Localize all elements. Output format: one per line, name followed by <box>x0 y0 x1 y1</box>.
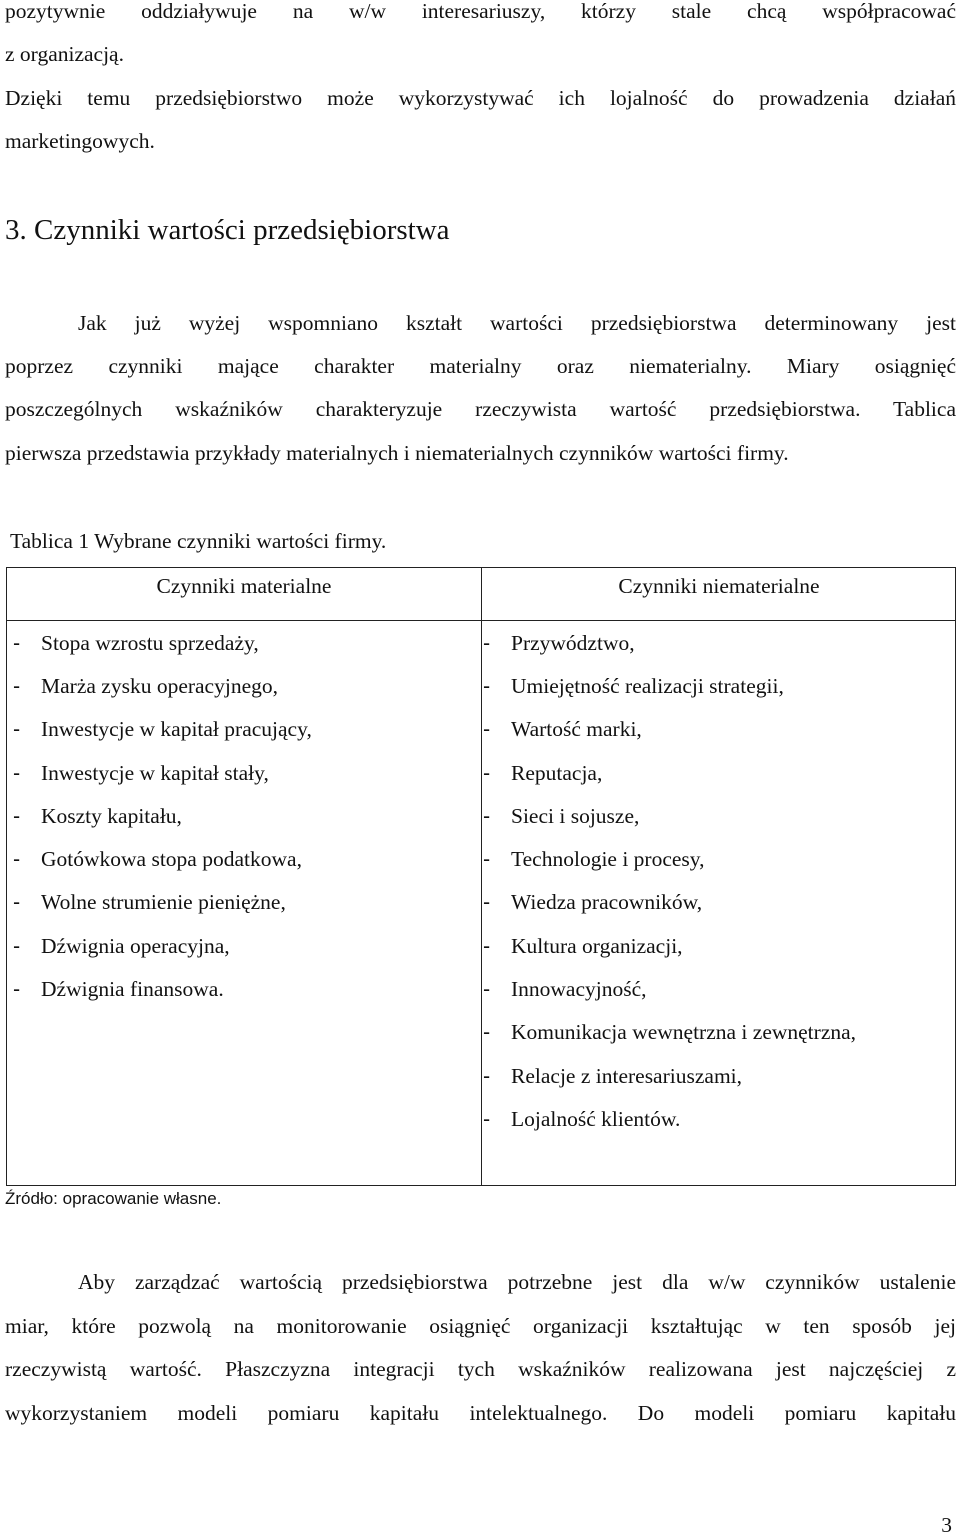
list-item-text: Wartość marki, <box>511 717 642 742</box>
section-paragraph-line-3: poszczególnych wskaźników charakteryzuje rzeczywista wartość przedsiębiorstwa. Tablica <box>5 397 956 421</box>
dash-marker: - <box>483 977 491 1002</box>
closing-line-3: rzeczywistą wartość. Płaszczyzna integracji tych wskaźników realizowana jest najczęściej z <box>5 1357 956 1381</box>
dash-marker: - <box>483 673 491 698</box>
list-item-text: Reputacja, <box>511 760 603 785</box>
list-item-text: Koszty kapitału, <box>41 803 182 828</box>
list-item <box>483 751 856 794</box>
intro-line-1: pozytywnie oddziaływuje na w/w interesariuszy, którzy stale chcą współpracować <box>5 0 956 23</box>
closing-line-2: miar, które pozwolą na monitorowanie osiągnięć organizacji kształtując w ten sposób jej <box>5 1314 956 1338</box>
dash-marker: - <box>483 933 491 958</box>
section-heading: 3. Czynniki wartości przedsiębiorstwa <box>5 214 450 246</box>
list-item-text: Marża zysku operacyjnego, <box>41 673 278 698</box>
dash-marker: - <box>13 977 21 1002</box>
immaterial-factors-list <box>483 621 856 1141</box>
list-item-text: Technologie i procesy, <box>511 847 705 872</box>
list-item <box>483 881 856 924</box>
dash-marker: - <box>483 760 491 785</box>
list-item <box>13 664 312 707</box>
list-item-text: Inwestycje w kapitał pracujący, <box>41 717 312 742</box>
list-item <box>483 708 856 751</box>
dash-marker: - <box>483 717 491 742</box>
list-item-text: Inwestycje w kapitał stały, <box>41 760 269 785</box>
closing-line-4: wykorzystaniem modeli pomiaru kapitału intelektualnego. Do modeli pomiaru kapitału <box>5 1401 956 1425</box>
dash-marker: - <box>483 1106 491 1131</box>
closing-line-1: Aby zarządzać wartością przedsiębiorstwa potrzebne jest dla w/w czynników ustalenie <box>78 1270 956 1294</box>
list-item-text: Dźwignia finansowa. <box>41 977 224 1002</box>
dash-marker: - <box>483 890 491 915</box>
list-item <box>13 751 312 794</box>
list-item-text: Innowacyjność, <box>511 977 647 1002</box>
list-item-text: Sieci i sojusze, <box>511 803 640 828</box>
section-paragraph-line-4: pierwsza przedstawia przykłady materialnych i niematerialnych czynników wartości firmy. <box>5 441 789 465</box>
list-item-text: Gotówkowa stopa podatkowa, <box>41 847 302 872</box>
dash-marker: - <box>483 847 491 872</box>
list-item-text: Wolne strumienie pieniężne, <box>41 890 286 915</box>
dash-marker: - <box>13 890 21 915</box>
dash-marker: - <box>483 1020 491 1045</box>
intro-line-3: Dzięki temu przedsiębiorstwo może wykorzystywać ich lojalność do prowadzenia działań <box>5 86 956 110</box>
list-item <box>483 621 856 664</box>
list-item <box>483 1011 856 1054</box>
list-item-text: Umiejętność realizacji strategii, <box>511 673 784 698</box>
list-item <box>13 967 312 1010</box>
dash-marker: - <box>13 717 21 742</box>
list-item <box>13 794 312 837</box>
list-item-text: Komunikacja wewnętrzna i zewnętrzna, <box>511 1020 857 1045</box>
list-item <box>13 837 312 880</box>
list-item-text: Relacje z interesariuszami, <box>511 1063 743 1088</box>
list-item <box>483 1054 856 1097</box>
dash-marker: - <box>13 673 21 698</box>
list-item <box>483 794 856 837</box>
page-number: 3 <box>941 1513 952 1537</box>
dash-marker: - <box>13 760 21 785</box>
table-caption: Tablica 1 Wybrane czynniki wartości firmy. <box>10 529 387 553</box>
dash-marker: - <box>483 630 491 655</box>
list-item <box>13 924 312 967</box>
dash-marker: - <box>483 1063 491 1088</box>
dash-marker: - <box>13 803 21 828</box>
list-item <box>483 1097 856 1140</box>
list-item <box>483 664 856 707</box>
section-paragraph-line-1: Jak już wyżej wspomniano kształt wartości przedsiębiorstwa determinowany jest <box>78 311 956 335</box>
column-header-material: Czynniki materialne <box>156 574 332 598</box>
list-item-text: Kultura organizacji, <box>511 933 683 958</box>
list-item <box>483 924 856 967</box>
dash-marker: - <box>13 933 21 958</box>
material-factors-list <box>13 621 312 1011</box>
intro-line-4: marketingowych. <box>5 129 155 153</box>
intro-line-2: z organizacją. <box>5 42 124 66</box>
table-source-note: Źródło: opracowanie własne. <box>5 1189 222 1208</box>
dash-marker: - <box>13 630 21 655</box>
list-item <box>13 881 312 924</box>
column-header-immaterial: Czynniki niematerialne <box>618 574 820 598</box>
list-item-text: Przywództwo, <box>511 630 635 655</box>
list-item-text: Wiedza pracowników, <box>511 890 703 915</box>
list-item-text: Dźwignia operacyjna, <box>41 933 230 958</box>
table-column-divider <box>481 568 482 1185</box>
dash-marker: - <box>483 803 491 828</box>
list-item-text: Lojalność klientów. <box>511 1106 681 1131</box>
section-paragraph-line-2: poprzez czynniki mające charakter materialny oraz niematerialny. Miary osiągnięć <box>5 354 956 378</box>
list-item-text: Stopa wzrostu sprzedaży, <box>41 630 259 655</box>
dash-marker: - <box>13 847 21 872</box>
list-item <box>13 708 312 751</box>
list-item <box>483 837 856 880</box>
list-item <box>483 967 856 1010</box>
factors-table <box>6 567 956 1186</box>
list-item <box>13 621 312 664</box>
